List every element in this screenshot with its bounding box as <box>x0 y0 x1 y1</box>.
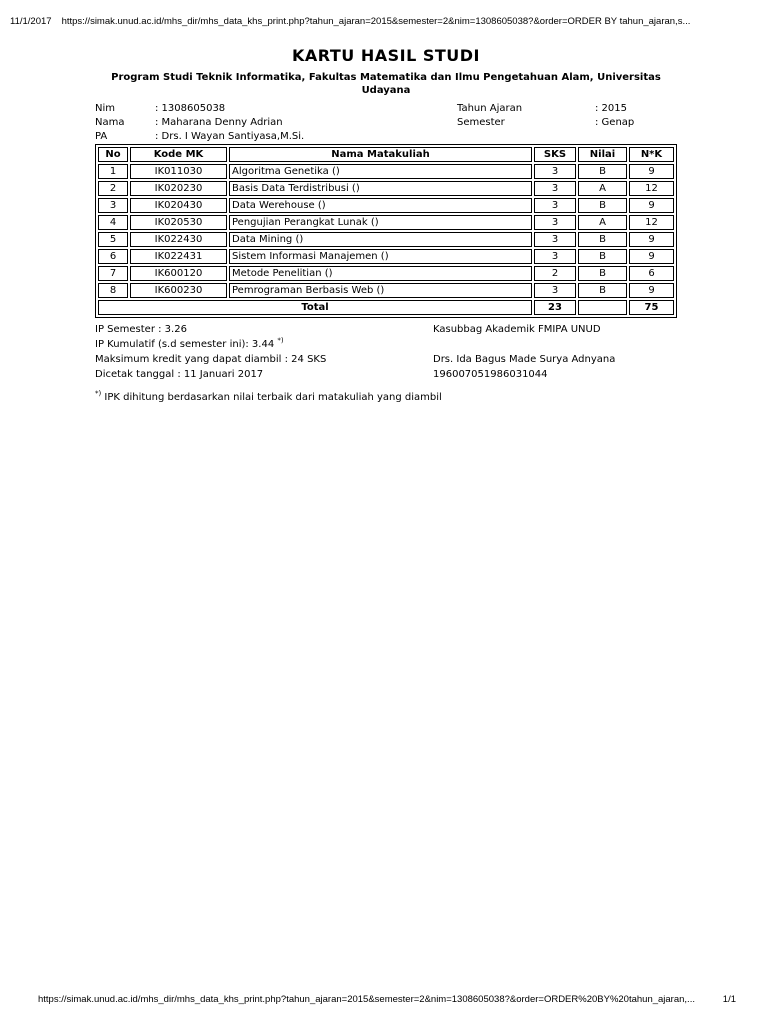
nama-label: Nama <box>95 116 125 128</box>
total-sks: 23 <box>534 300 576 315</box>
grades-table <box>95 144 677 318</box>
table-row <box>98 266 674 281</box>
footer-url: https://simak.unud.ac.id/mhs_dir/mhs_data_khs_print.php?tahun_ajaran=2015&semester=2&nim=1308605038?&order=ORDER%20BY%20tahun_ajaran,... <box>38 994 695 1005</box>
row-nk: 6 <box>629 266 674 281</box>
ip-kumulatif-footnote-mark: *) <box>277 336 284 345</box>
row-no: 2 <box>98 181 128 196</box>
header-sks: SKS <box>534 147 576 162</box>
row-no: 6 <box>98 249 128 264</box>
page-number: 1/1 <box>722 994 736 1005</box>
row-kode-mk: IK020430 <box>130 198 227 213</box>
total-row <box>98 300 674 315</box>
print-footer <box>38 994 736 1005</box>
footnote-text: IPK dihitung berdasarkan nilai terbaik dari matakuliah yang diambil <box>101 392 442 403</box>
ip-semester: IP Semester : 3.26 <box>95 324 187 335</box>
row-nk: 9 <box>629 164 674 179</box>
row-sks: 3 <box>534 181 576 196</box>
summary-section <box>95 322 677 384</box>
total-nilai <box>578 300 627 315</box>
total-nk: 75 <box>629 300 674 315</box>
dicetak-tanggal: Dicetak tanggal : 11 Januari 2017 <box>95 369 264 380</box>
semester-label: Semester <box>457 116 505 128</box>
row-nk: 9 <box>629 232 674 247</box>
row-nama-matakuliah: Pemrograman Berbasis Web () <box>229 283 532 298</box>
row-kode-mk: IK600230 <box>130 283 227 298</box>
nama-value: : Maharana Denny Adrian <box>155 116 283 128</box>
row-sks: 3 <box>534 215 576 230</box>
table-row <box>98 249 674 264</box>
row-nama-matakuliah: Basis Data Terdistribusi () <box>229 181 532 196</box>
row-nk: 9 <box>629 249 674 264</box>
row-no: 3 <box>98 198 128 213</box>
document-title: KARTU HASIL STUDI <box>291 46 481 65</box>
row-nilai: A <box>578 215 627 230</box>
pa-value: : Drs. I Wayan Santiyasa,M.Si. <box>155 130 305 142</box>
header-nilai: Nilai <box>578 147 627 162</box>
row-nama-matakuliah: Metode Penelitian () <box>229 266 532 281</box>
row-no: 7 <box>98 266 128 281</box>
student-info <box>95 101 677 143</box>
row-sks: 3 <box>534 164 576 179</box>
row-kode-mk: IK600120 <box>130 266 227 281</box>
tahun-ajaran-value: : 2015 <box>595 102 627 114</box>
row-no: 8 <box>98 283 128 298</box>
row-no: 1 <box>98 164 128 179</box>
row-kode-mk: IK020530 <box>130 215 227 230</box>
nim-label: Nim <box>95 102 115 114</box>
ip-kumulatif: IP Kumulatif (s.d semester ini): 3.44 <box>95 339 275 350</box>
pa-label: PA <box>95 130 108 142</box>
kasubbag-title: Kasubbag Akademik FMIPA UNUD <box>433 324 601 335</box>
row-nk: 9 <box>629 198 674 213</box>
maks-kredit: Maksimum kredit yang dapat diambil : 24 SKS <box>95 354 327 365</box>
footnote-mark: *) <box>95 389 102 398</box>
study-result-card <box>95 46 677 403</box>
row-nk: 9 <box>629 283 674 298</box>
header-nama-matakuliah: Nama Matakuliah <box>229 147 532 162</box>
footnote <box>95 389 677 403</box>
header-no: No <box>98 147 128 162</box>
row-nama-matakuliah: Data Werehouse () <box>229 198 532 213</box>
table-row <box>98 164 674 179</box>
nim-value: : 1308605038 <box>155 102 226 114</box>
semester-value: : Genap <box>595 116 635 128</box>
total-label: Total <box>98 300 532 315</box>
row-sks: 3 <box>534 232 576 247</box>
row-kode-mk: IK022431 <box>130 249 227 264</box>
row-nama-matakuliah: Sistem Informasi Manajemen () <box>229 249 532 264</box>
row-sks: 3 <box>534 198 576 213</box>
print-url: https://simak.unud.ac.id/mhs_dir/mhs_data_khs_print.php?tahun_ajaran=2015&semester=2&nim=1308605038?&order=ORDER BY tahun_ajaran,s... <box>61 16 691 27</box>
header-nk: N*K <box>629 147 674 162</box>
row-nilai: B <box>578 164 627 179</box>
row-kode-mk: IK011030 <box>130 164 227 179</box>
row-nama-matakuliah: Algoritma Genetika () <box>229 164 532 179</box>
row-kode-mk: IK020230 <box>130 181 227 196</box>
table-row <box>98 283 674 298</box>
table-row <box>98 181 674 196</box>
row-nilai: B <box>578 232 627 247</box>
row-nama-matakuliah: Pengujian Perangkat Lunak () <box>229 215 532 230</box>
row-nama-matakuliah: Data Mining () <box>229 232 532 247</box>
row-nilai: B <box>578 249 627 264</box>
row-nilai: B <box>578 283 627 298</box>
row-sks: 3 <box>534 283 576 298</box>
grades-header-row <box>98 147 674 162</box>
signature-space <box>433 337 683 352</box>
print-header <box>10 16 750 27</box>
table-row <box>98 232 674 247</box>
tahun-ajaran-label: Tahun Ajaran <box>457 102 523 114</box>
row-no: 4 <box>98 215 128 230</box>
row-nilai: A <box>578 181 627 196</box>
row-nk: 12 <box>629 181 674 196</box>
print-date: 11/1/2017 <box>10 16 52 27</box>
row-nilai: B <box>578 266 627 281</box>
row-sks: 2 <box>534 266 576 281</box>
ip-kumulatif-line <box>95 337 425 352</box>
header-kode-mk: Kode MK <box>130 147 227 162</box>
row-nilai: B <box>578 198 627 213</box>
row-nk: 12 <box>629 215 674 230</box>
row-no: 5 <box>98 232 128 247</box>
pejabat-nip: 196007051986031044 <box>433 369 548 380</box>
table-row <box>98 215 674 230</box>
row-kode-mk: IK022430 <box>130 232 227 247</box>
table-row <box>98 198 674 213</box>
pejabat-nama: Drs. Ida Bagus Made Surya Adnyana <box>433 354 616 365</box>
document-subtitle: Program Studi Teknik Informatika, Fakultas Matematika dan Ilmu Pengetahuan Alam, Universitas Udayana <box>111 72 661 96</box>
row-sks: 3 <box>534 249 576 264</box>
